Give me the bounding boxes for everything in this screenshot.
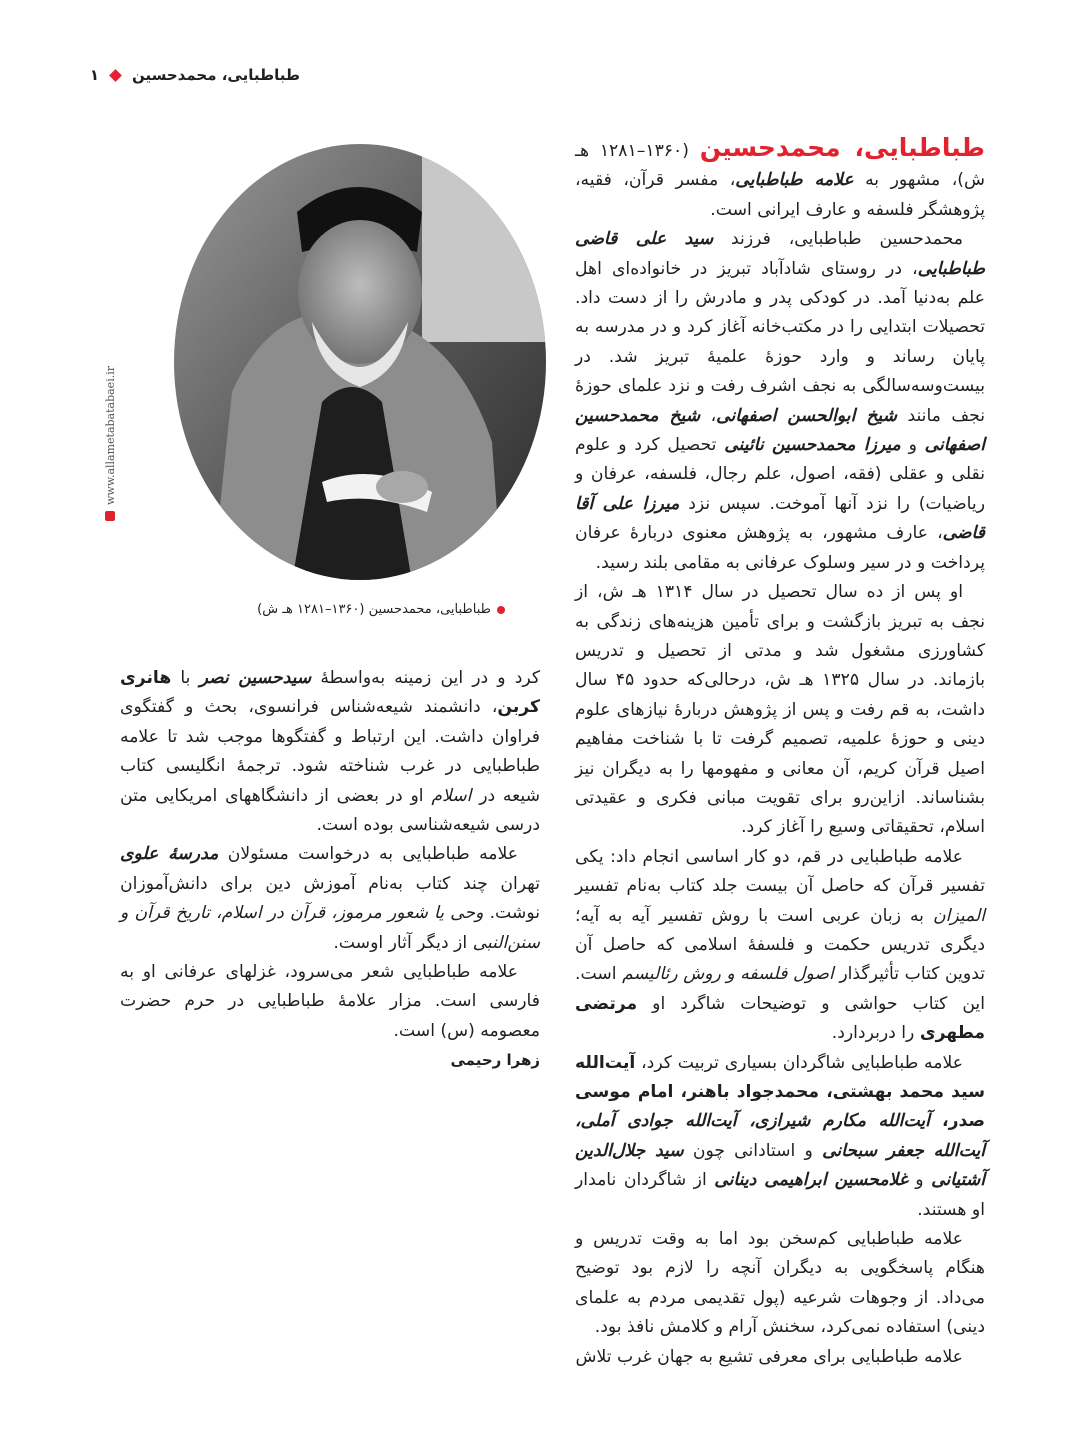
- corbin-paragraph: [120, 664, 540, 840]
- text-run: ، عارف مشهور، به پژوهش معنوی دربارهٔ عرفان پرداخت و در سیر وسلوک عرفانی به مقامی بلند رسید.: [575, 523, 985, 573]
- text-run: به زبان عربی است با روش تفسیر آیه به آیه؛ دیگری تدریس حکمت و فلسفهٔ اسلامی که حاصل آن تدوین کتاب تأثیرگذار: [575, 905, 986, 985]
- text-run: او در بعضی از دانشگاههای امریکایی متن درسی شیعه‌شناسی بوده است.: [120, 785, 540, 836]
- students-paragraph: [575, 1049, 985, 1225]
- student-names: آیت‌الله سید محمد بهشتی، محمدجواد باهنر، امام موسی صدر،: [575, 1052, 986, 1132]
- author-name: زهرا رحیمی: [450, 1051, 540, 1070]
- teacher-name: شیخ ابوالحسن اصفهانی: [716, 405, 898, 426]
- text-run: ،: [710, 405, 717, 426]
- return-paragraph: او پس از ده سال تحصیل در سال ۱۳۱۴ هـ ش، از نجف به تبریز بازگشت و برای تأمین هزینه‌های زندگی به کشاورزی مشغول شد و مدتی از تحصیل و تدریس بازماند. در سال ۱۳۲۵ هـ ش، درحالی‌که حدود ۴۵ سال داشت، به قم رفت و پس از پژوهش دربارهٔ نیازهای علوم دینی و حوزهٔ علمیه، تصمیم گرفت تا با شناخت مفاهیم اصیل قرآن کریم، آن معانی و مفهومها را به دیگران نیز بشناساند. ازاین‌رو برای تقویت مبانی فکری و عقیدتی اسلام، تحقیقاتی وسیع را آغاز کرد.: [575, 582, 985, 838]
- biography-paragraph: [575, 225, 985, 578]
- school-name: مدرسهٔ علوی: [120, 844, 219, 865]
- person-name: هانری کربن: [120, 668, 540, 718]
- book-title: اسلام: [431, 785, 472, 806]
- school-paragraph: [120, 840, 540, 958]
- text-run: علامه طباطبایی شاگردان بسیاری تربیت کرد،: [641, 1052, 963, 1073]
- text-run: از شاگردان نامدار او هستند.: [575, 1170, 985, 1220]
- diamond-icon: [109, 69, 122, 82]
- father-name: سید علی قاضی طباطبایی: [575, 229, 985, 279]
- character-paragraph: علامه طباطبایی کم‌سخن بود اما به وقت تدریس و هنگام پاسخگویی به دیگران آنچه را لازم بود توضیح می‌داد. از وجوهات شرعیه (پول تقدیمی مردم به علمای دینی) استفاده نمی‌کرد، سخنش آرام و کلامش نافذ بود.: [575, 1229, 985, 1338]
- student-names: آیت‌الله مکارم شیرازی، آیت‌الله جوادی آملی، آیت‌الله جعفر سبحانی: [575, 1111, 986, 1161]
- poetry-paragraph: علامه طباطبایی شعر می‌سرود، غزلهای عرفانی او به فارسی است. مزار علامهٔ طباطبایی در حرم حضرت معصومه (س) است.: [120, 962, 540, 1041]
- article-dates: (۱۳۶۰–۱۲۸۱ هـ ش)، مشهور: [575, 141, 985, 191]
- book-titles: وحی یا شعور مرموز، قرآن در اسلام، تاریخ قرآن و سنن‌النبی: [120, 903, 540, 953]
- text-run: کرد و در این زمینه به‌واسطهٔ: [320, 668, 541, 688]
- text-run: علامه طباطبایی به درخواست مسئولان: [227, 844, 519, 865]
- text-run: محمدحسین طباطبایی، فرزند: [731, 229, 963, 250]
- left-column: [120, 664, 540, 1076]
- text-run: را دربردارد.: [831, 1023, 915, 1044]
- text-run: و: [908, 435, 917, 456]
- url-text: www.allametabatabaei.ir: [104, 366, 117, 505]
- page-number: ۱: [89, 66, 99, 84]
- photo-caption: [205, 602, 505, 617]
- honorific-name: علامه طباطبایی: [735, 170, 854, 191]
- side-url: [104, 366, 117, 521]
- text-run: ، مفسر قرآن، فقیه، پژوهشگر فلسفه و عارف ایرانی است.: [575, 170, 985, 220]
- works-paragraph: [575, 843, 985, 1049]
- right-column: [575, 133, 985, 1372]
- text-run: علامه طباطبایی در قم، دو کار اساسی انجام داد: یکی تفسیر قرآن که حاصل آن بیست جلد کتاب به‌نام تفسیر: [575, 846, 985, 897]
- running-head: [0, 66, 300, 84]
- portrait-photo: [172, 142, 548, 582]
- text-run: و استادانی چون: [692, 1140, 813, 1161]
- text-run: است. این کتاب حواشی و توضیحات شاگرد او: [575, 964, 985, 1014]
- text-run: تهران چند کتاب به‌نام آموزش دین برای دانش‌آموزان نوشت.: [120, 873, 540, 924]
- person-name: سیدحسین نصر: [199, 668, 312, 688]
- bullet-icon: [497, 606, 505, 614]
- west-paragraph-start: علامه طباطبایی برای معرفی تشیع به جهان غرب تلاش: [575, 1346, 963, 1367]
- teacher-name: میرزا علی آقا قاضی: [575, 493, 985, 544]
- article-title: طباطبایی، محمدحسین: [699, 133, 985, 162]
- portrait-image: [172, 142, 548, 582]
- student-name: سید جلال‌الدین آشتیانی: [575, 1140, 986, 1191]
- student-name: غلامحسین ابراهیمی دینانی: [714, 1170, 908, 1191]
- running-head-title: طباطبایی، محمدحسین: [131, 66, 300, 84]
- caption-text: طباطبایی، محمدحسین (۱۳۶۰–۱۲۸۱ هـ ش): [257, 602, 491, 617]
- text-run: با: [180, 668, 191, 688]
- book-title: المیزان: [932, 905, 986, 926]
- text-run: ، در روستای شادآباد تبریز در خانواده‌ای اهل علم به‌دنیا آمد. در کودکی پدر و مادرش را از دست داد. تحصیلات ابتدایی را در مکتب‌خانه آغاز کرد و در مدرسه به پایان رساند و وارد حوزهٔ علمیهٔ تبریز شد. در بیست‌وسه‌سالگی به نجف اشرف رفت و نزد علمای حوزهٔ نجف مانند: [575, 258, 985, 426]
- text-run: تحصیل کرد و علوم نقلی و عقلی (فقه، اصول، علم رجال، فلسفه، عرفان و ریاضیات) را نزد آنها آموخت. سپس نزد: [575, 435, 986, 514]
- book-title: اصول فلسفه و روش رئالیسم: [622, 964, 834, 985]
- text-run: و: [915, 1170, 924, 1191]
- text-run: از دیگر آثار اوست.: [333, 932, 468, 953]
- student-name: مرتضی مطهری: [575, 993, 985, 1044]
- text-run: ، دانشمند شیعه‌شناس فرانسوی، بحث و گفتگوی فراوان داشت. این ارتباط و گفتگوها موجب شد تا علامه طباطبایی در غرب شناخته شود. ترجمهٔ انگلیسی کتاب شیعه در: [120, 697, 541, 806]
- text-run: به: [865, 170, 880, 191]
- teacher-name: میرزا محمدحسین نائینی: [724, 435, 901, 456]
- teacher-name: شیخ محمدحسین اصفهانی: [575, 405, 986, 456]
- logo-icon: [106, 511, 116, 521]
- intro-paragraph: [575, 133, 985, 225]
